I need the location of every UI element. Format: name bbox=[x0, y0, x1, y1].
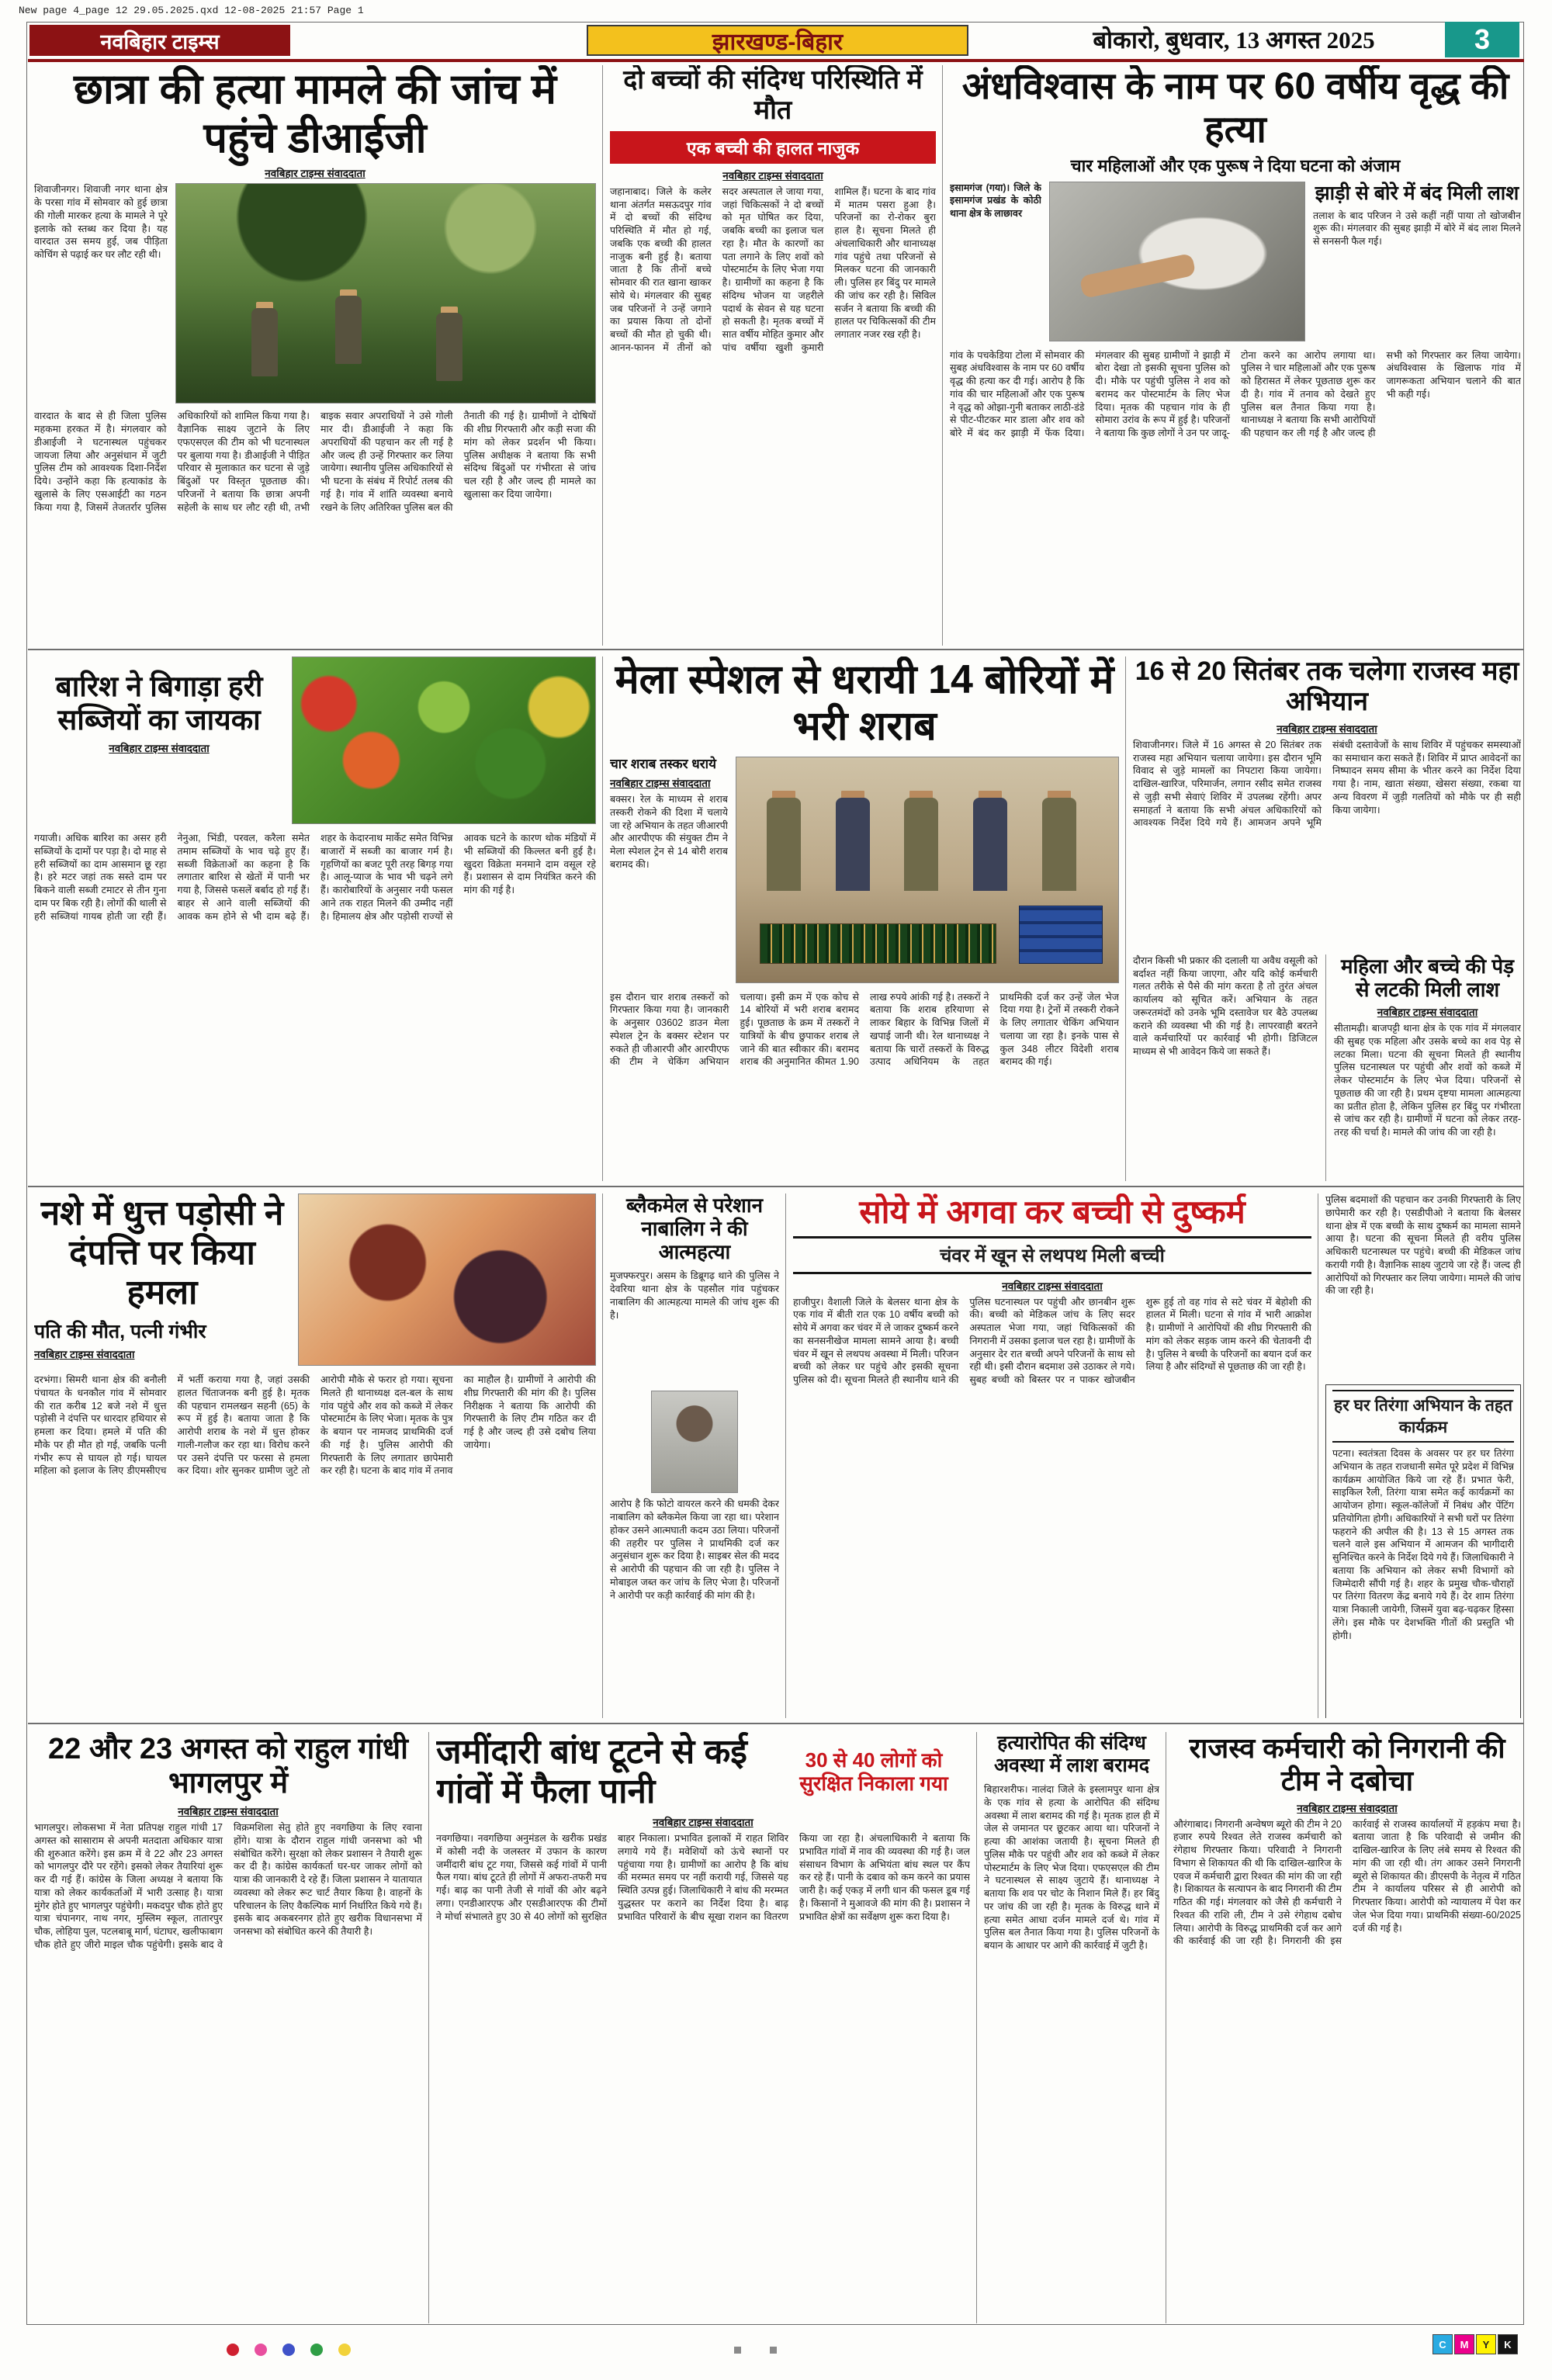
headline: छात्रा की हत्या मामले की जांच में पहुंचे डीआईजी bbox=[73, 66, 557, 161]
article-rajasva-abhiyan bbox=[1133, 656, 1521, 1181]
headline: हर घर तिरंगा अभियान के तहत कार्यक्रम bbox=[1332, 1390, 1514, 1443]
byline: नवबिहार टाइम्स संवाददाता bbox=[1002, 1280, 1103, 1292]
article-body: पटना। स्वतंत्रता दिवस के अवसर पर हर घर तिरंगा अभियान के तहत राजधानी समेत पूरे प्रदेश में विभिन्न कार्यक्रम आयोजित किये जा रहे हैं। प्रभात फेरी, साइकिल रैली, तिरंगा यात्रा समेत कई कार्यक्रमों का आयोजन होगा। स्कूल-कॉलेजों में निबंध और पेंटिंग प्रतियोगिता होगी। अधिकारियों ने सभी घरों पर तिरंगा फहराने की अपील की है। 13 से 15 अगस्त तक चलने वाले इस अभियान में आमजन की भागीदारी सुनिश्चित करने के निर्देश दिये गये हैं। जिलाधिकारी ने बताया कि अभियान को लेकर सभी विभागों को जिम्मेदारी सौंपी गई है। शहर के प्रमुख चौक-चौराहों पर तिरंगा वितरण केंद्र बनाये गये हैं। देर शाम तिरंगा यात्रा निकाली जायेगी, जिसमें युवा बढ़-चढ़कर हिस्सा लेंगे। इस मौके पर देशभक्ति गीतों की प्रस्तुति भी होगी। bbox=[1332, 1448, 1514, 1641]
right-rail-column bbox=[1325, 1193, 1521, 1718]
right-sub-column bbox=[1313, 182, 1521, 341]
divider-vertical bbox=[602, 1193, 603, 1718]
divider-vertical bbox=[942, 65, 943, 646]
headline-block bbox=[34, 656, 284, 824]
article-body: इस दौरान चार शराब तस्करों को गिरफ्तार किया गया है। जानकारी के अनुसार 03602 डाउन मेला स्पेशल ट्रेन के बक्सर स्टेशन पर रुकते ही जीआरपी और आरपीएफ की टीम ने चेकिंग अभियान चलाया। इसी क्रम में एक कोच से 14 बोरियों में भरी शराब बरामद हुई। पूछताछ के क्रम में तस्करों ने यात्रियों के बीच छुपाकर शराब ले जाने की बात स्वीकार की। बरामद शराब की अनुमानित कीमत 1.90 लाख रुपये आंकी गई है। तस्करों ने बताया कि शराब हरियाणा से लाकर बिहार के विभिन्न जिलों में खपाई जानी थी। रेल थानाध्यक्ष ने बताया कि चारों तस्करों के विरुद्ध उत्पाद अधिनियम के तहत प्राथमिकी दर्ज कर उन्हें जेल भेज दिया गया है। ट्रेनों में तस्करी रोकने के लिए लगातार चेकिंग अभियान चलाया जा रहा है। इनके पास से कुल 348 लीटर विदेशी शराब बरामद की गई। bbox=[610, 991, 1119, 1068]
article-hatyaropit bbox=[984, 1732, 1159, 2323]
sub-headline-text: तलाश के बाद परिजन ने उसे कहीं नहीं पाया तो खोजबीन शुरू की। मंगलवार की सुबह झाड़ी में बोरे में बंद लाश मिलने से सनसनी फैल गई। bbox=[1313, 210, 1521, 248]
article-soye-dushkarm bbox=[793, 1193, 1311, 1718]
headline: मेला स्पेशल से धरायी 14 बोरियों में भरी शराब bbox=[615, 657, 1114, 750]
photo-police-seized-liquor bbox=[736, 757, 1119, 983]
byline: नवबिहार टाइम्स संवाददाता bbox=[1297, 1802, 1398, 1814]
article-blackmail bbox=[610, 1193, 779, 1718]
headline: ब्लैकमेल से परेशान नाबालिग ने की आत्महत्या bbox=[625, 1193, 764, 1264]
byline: नवबिहार टाइम्स संवाददाता bbox=[610, 778, 711, 790]
photo-detail bbox=[1079, 253, 1196, 299]
print-info-line: New page 4_page 12 29.05.2025.qxd 12-08-2025 21:57 Page 1 bbox=[19, 5, 364, 16]
photo-figure bbox=[767, 798, 801, 891]
byline: नवबिहार टाइम्स संवाददाता bbox=[653, 1817, 753, 1829]
photo-body-recovered bbox=[1049, 182, 1305, 341]
article-body: बिहारशरीफ। नालंदा जिले के इस्लामपुर थाना क्षेत्र के एक गांव से हत्या के आरोपित की संदिग्ध अवस्था में लाश बरामद की गई है। मृतक हाल ही में जेल से जमानत पर छूटकर आया था। परिजनों ने हत्या की आशंका जतायी है। सूचना मिलते ही पुलिस मौके पर पहुंची और शव को कब्जे में लेकर पोस्टमार्टम के लिए भेज दिया। एफएसएल की टीम ने घटनास्थल से साक्ष्य जुटाये हैं। थानाध्यक्ष ने बताया कि शव पर चोट के निशान मिले हैं। हर बिंदु पर जांच की जा रही है। मृतक के विरुद्ध थाने में हत्या समेत आधा दर्जन मामले दर्ज थे। गांव में पुलिस बल तैनात किया गया है। पुलिस परिजनों के बयान के आधार पर आगे की कार्रवाई में जुटी है। bbox=[984, 1784, 1159, 1951]
registration-dot bbox=[282, 2344, 295, 2356]
header-rule bbox=[28, 59, 1524, 62]
article-body: सीतामढ़ी। बाजपट्टी थाना क्षेत्र के एक गांव में मंगलवार की सुबह एक महिला और उसके बच्चे का शव पेड़ से लटका मिला। घटना की सूचना मिलते ही स्थानीय पुलिस घटनास्थल पर पहुंची और शवों को कब्जे में लेकर पोस्टमार्टम के लिए भेज दिया। परिजनों से पूछताछ की जा रही है। प्रथम दृष्टया मामला आत्महत्या का प्रतीत होता है, लेकिन पुलिस हर बिंदु पर गंभीरता से जांच कर रही है। ग्रामीणों में घटना को लेकर तरह-तरह की चर्चा है। मामले की जांच की जा रही है। bbox=[1334, 1023, 1521, 1138]
article-chhatra-hatya bbox=[34, 65, 596, 646]
sub-headline: चार शराब तस्कर धराये bbox=[610, 756, 716, 771]
cmyk-mark-black: K bbox=[1498, 2334, 1518, 2354]
article-body: दरभंगा। सिमरी थाना क्षेत्र की बनौली पंचायत के धनकौल गांव में सोमवार की रात करीब 12 बजे नशे में धुत्त पड़ोसी ने दंपत्ति पर धारदार हथियार से हमला कर दिया। हमले में पति की मौके पर ही मौत हो गई, जबकि पत्नी गंभीर रूप से घायल हो गई। घायल महिला को इलाज के लिए डीएमसीएच में भर्ती कराया गया है, जहां उसकी हालत चिंताजनक बनी हुई है। मृतक की पहचान रामलखन सहनी (65) के रूप में हुई है। बताया जाता है कि आरोपी शराब के नशे में धुत्त होकर गाली-गलौज कर रहा था। विरोध करने पर उसने दंपत्ति पर फरसा से हमला कर दिया। शोर सुनकर ग्रामीण जुटे तो आरोपी मौके से फरार हो गया। सूचना मिलते ही थानाध्यक्ष दल-बल के साथ गांव पहुंचे और शव को कब्जे में लेकर पोस्टमार्टम के लिए भेजा। मृतक के पुत्र के बयान पर नामजद प्राथमिकी दर्ज की गई है। पुलिस आरोपी की गिरफ्तारी के लिए लगातार छापेमारी कर रही है। घटना के बाद गांव में तनाव का माहौल है। ग्रामीणों ने आरोपी की शीघ्र गिरफ्तारी की मांग की है। पुलिस निरीक्षक ने बताया कि आरोपी की गिरफ्तारी के लिए टीम गठित कर दी गई है और जल्द ही उसे दबोच लिया जायेगा। bbox=[34, 1374, 596, 1477]
headline: अंधविश्वास के नाम पर 60 वर्षीय वृद्ध की हत्या bbox=[961, 66, 1509, 151]
divider-horizontal bbox=[28, 1186, 1524, 1187]
article-mela-special bbox=[610, 656, 1119, 1181]
article-nashe-hamla bbox=[34, 1193, 596, 1718]
sub-headline: चार महिलाओं और एक पुरूष ने दिया घटना को अंजाम bbox=[1070, 156, 1401, 176]
headline: बारिश ने बिगाड़ा हरी सब्जियों का जायका bbox=[55, 670, 263, 736]
divider-vertical bbox=[785, 1193, 786, 1718]
headline: राजस्व कर्मचारी को निगरानी की टीम ने दबोचा bbox=[1189, 1732, 1505, 1796]
headline: 22 और 23 अगस्त को राहुल गांधी भागलपुर में bbox=[48, 1733, 408, 1800]
sub-article-mahila-lash bbox=[1325, 954, 1521, 1181]
divider-vertical bbox=[1125, 656, 1126, 1181]
sub-headline: पति की मौत, पत्नी गंभीर bbox=[34, 1321, 206, 1343]
article-body: मुजफ्फरपुर। असम के डिब्रूगढ़ थाने की पुलिस ने देवरिया थाना क्षेत्र के पहसौल गांव पहुंचकर नाबालिग की आत्महत्या मामले की जांच शुरू की है। bbox=[610, 1270, 779, 1321]
divider-horizontal bbox=[28, 649, 1524, 650]
photo-figure bbox=[973, 798, 1007, 891]
headline: महिला और बच्चे की पेड़ से लटकी मिली लाश bbox=[1340, 954, 1515, 1002]
article-body: भागलपुर। लोकसभा में नेता प्रतिपक्ष राहुल गांधी 17 अगस्त को सासाराम से अपनी मतदाता अधिकार यात्रा की शुरुआत करेंगे। इस क्रम में वे 22 और 23 अगस्त को भागलपुर दौरे पर रहेंगे। इसको लेकर तैयारियां शुरू कर दी गई हैं। कांग्रेस के जिला अध्यक्ष ने बताया कि यात्रा को लेकर कार्यकर्ताओं में भारी उत्साह है। यात्रा मुंगेर होते हुए भागलपुर पहुंचेगी। मकदपुर चौक होते हुए यात्रा चंपानगर, नाथ नगर, मुस्लिम स्कूल, तातारपुर चौक, लोहिया पुल, पटलबाबू मार्ग, घंटाघर, खलीफाबाग चौक होते हुए जीरो माइल चौक पहुंचेगी। इसके बाद वे विक्रमशिला सेतु होते हुए नवगछिया के लिए रवाना होंगे। यात्रा के दौरान राहुल गांधी जनसभा को भी संबोधित करेंगे। सुरक्षा को लेकर प्रशासन ने तैयारी शुरू कर दी है। कांग्रेस कार्यकर्ता घर-घर जाकर लोगों को यात्रा की जानकारी दे रहे हैं। जिला प्रशासन ने यातायात व्यवस्था को लेकर रूट चार्ट तैयार किया है। वाहनों के परिचालन के लिए वैकल्पिक मार्ग निर्धारित किये गये हैं। इसके बाद अकबरनगर होते हुए खरीक विधानसभा में जनसभा को संबोधित करने की तैयारी है। bbox=[34, 1822, 422, 1950]
photo-portrait bbox=[651, 1391, 738, 1493]
byline: नवबिहार टाइम्स संवाददाता bbox=[34, 1349, 135, 1361]
byline: नवबिहार टाइम्स संवाददाता bbox=[178, 1806, 279, 1818]
photo-vegetables bbox=[292, 656, 596, 824]
divider-vertical bbox=[602, 656, 603, 1181]
masthead: नवबिहार टाइम्स bbox=[29, 25, 290, 56]
registration-mark bbox=[734, 2347, 741, 2354]
article-body-continuation: पुलिस बदमाशों की पहचान कर उनकी गिरफ्तारी के लिए छापेमारी कर रही है। एसडीपीओ ने बताया कि बेलसर थाना क्षेत्र में एक बच्ची के साथ दुष्कर्म का मामला सामने आया है। घटना की सूचना मिलते ही वरीय पुलिस अधिकारी घटनास्थल पर पहुंचे। बच्ची की मेडिकल जांच करायी गयी है। वैज्ञानिक साक्ष्य जुटाये जा रहे हैं। जल्द ही आरोपियों को गिरफ्तार कर लिया जायेगा। मामले की जांच की जा रही है। bbox=[1325, 1194, 1521, 1297]
headline: हत्यारोपित की संदिग्ध अवस्था में लाश बरामद bbox=[993, 1732, 1150, 1776]
cmyk-mark-magenta: M bbox=[1454, 2334, 1474, 2354]
article-body: औरंगाबाद। निगरानी अन्वेषण ब्यूरो की टीम ने 20 हजार रुपये रिश्वत लेते राजस्व कर्मचारी को रंगेहाथ गिरफ्तार किया। परिवादी ने निगरानी विभाग से शिकायत की थी कि दाखिल-खारिज के एवज में कर्मचारी द्वारा रिश्वत की मांग की जा रही है। शिकायत के सत्यापन के बाद निगरानी की टीम गठित की गई। मंगलवार को जैसे ही कर्मचारी ने रिश्वत की राशि ली, टीम ने उसे रंगेहाथ दबोच लिया। आरोपी के विरुद्ध प्राथमिकी दर्ज कर आगे की कार्रवाई की जा रही है। निगरानी की इस कार्रवाई से राजस्व कार्यालयों में हड़कंप मचा है। बताया जाता है कि परिवादी से जमीन की दाखिल-खारिज के लिए लंबे समय से रिश्वत की मांग की जा रही थी। तंग आकर उसने निगरानी ब्यूरो से शिकायत की। डीएसपी के नेतृत्व में गठित टीम ने कार्यालय परिसर से ही आरोपी को गिरफ्तार किया। आरोपी को न्यायालय में पेश कर जेल भेज दिया गया। प्राथमिकी संख्या-60/2025 दर्ज की गई है। bbox=[1173, 1818, 1521, 1947]
article-do-bachche bbox=[610, 65, 936, 646]
photo-attack-illustration bbox=[298, 1193, 596, 1366]
side-intro-column: इसामगंज (गया)। जिले के इसामगंज प्रखंड के कोठी थाना क्षेत्र के लाछावर bbox=[950, 182, 1041, 220]
article-body: शिवाजीनगर। जिले में 16 अगस्त से 20 सितंबर तक राजस्व महा अभियान चलाया जायेगा। इस दौरान भूमि विवाद से जुड़े मामलों का निपटारा किया जायेगा। दाखिल-खारिज, परिमार्जन, लगान रसीद समेत राजस्व से जुड़ी सभी सेवाएं शिविर में उपलब्ध रहेंगी। अपर समाहर्ता ने बताया कि सभी अंचल अधिकारियों को आवश्यक निर्देश दिये गये हैं। आमजन अपने भूमि संबंधी दस्तावेजों के साथ शिविर में पहुंचकर समस्याओं का समाधान करा सकते हैं। शिविर में प्राप्त आवेदनों का निष्पादन समय सीमा के भीतर करने का निर्देश दिया गया है। नाम, खाता संख्या, खेसरा संख्या, रकबा या अन्य विवरण में जुड़ी गलतियों को मौके पर ही सही किया जायेगा। bbox=[1133, 739, 1521, 829]
article-body-col: दौरान किसी भी प्रकार की दलाली या अवैध वसूली को बर्दाश्त नहीं किया जाएगा, और यदि कोई कर्मचारी गलत तरीके से पैसे की मांग करता है तो तुरंत अंचल कार्यालय को सूचित करें। अभियान के तहत जरूरतमंदों को उनके भूमि दस्तावेज घर बैठे उपलब्ध कराने की व्यवस्था भी की गई है। लापरवाही बरतने वाले कर्मचारियों पर कार्रवाई भी होगी। डिजिटल माध्यम से भी आवेदन किये जा सकते हैं। bbox=[1133, 954, 1318, 1058]
divider-horizontal bbox=[28, 1723, 1524, 1724]
article-body: हाजीपुर। वैशाली जिले के बेलसर थाना क्षेत्र के एक गांव में बीती रात एक 10 वर्षीय बच्ची को सोये में अगवा कर चंवर में ले जाकर दुष्कर्म करने का सनसनीखेज मामला सामने आया है। बच्ची चंवर में खून से लथपथ अवस्था में मिली। परिजन बच्ची को लेकर घर पहुंचे और इसकी सूचना पुलिस को दी। सूचना मिलते ही स्थानीय थाने की पुलिस घटनास्थल पर पहुंची और छानबीन शुरू की। बच्ची को मेडिकल जांच के लिए सदर अस्पताल भेजा गया, जहां चिकित्सकों की निगरानी में उसका इलाज चल रहा है। ग्रामीणों के अनुसार देर रात बच्ची अपने परिजनों के साथ सो रही थी। इसी दौरान बदमाश उसे उठाकर ले गये। सुबह बच्ची को बिस्तर पर न पाकर खोजबीन शुरू हुई तो वह गांव से सटे चंवर में बेहोशी की हालत में मिली। घटना से गांव में भारी आक्रोश है। ग्रामीणों ने आरोपियों की शीघ्र गिरफ्तारी की मांग को लेकर सड़क जाम करने की चेतावनी दी है। पुलिस ने बच्ची के परिजनों का बयान दर्ज कर लिया है और संदिग्धों से पूछताछ की जा रही है। bbox=[793, 1296, 1311, 1386]
headline: जमींदारी बांध टूटने से कई गांवों में फैला पानी bbox=[436, 1733, 747, 1811]
registration-dot bbox=[338, 2344, 351, 2356]
article-body-col: बक्सर। रेल के माध्यम से शराब तस्करी रोकने की दिशा में चलाये जा रहे अभियान के तहत जीआरपी और आरपीएफ की संयुक्त टीम ने मेला स्पेशल ट्रेन से 14 बोरी शराब बरामद की। bbox=[610, 794, 728, 870]
article-bandh-pani bbox=[436, 1732, 970, 2323]
headline: दो बच्चों की संदिग्ध परिस्थिति में मौत bbox=[623, 65, 923, 126]
article-body: वारदात के बाद से ही जिला पुलिस महकमा हरकत में है। मंगलवार को डीआईजी ने घटनास्थल पहुंचकर जायजा लिया और अनुसंधान में जुटी पुलिस टीम को आवश्यक दिशा-निर्देश दिये। उन्होंने कहा कि हत्याकांड के खुलासे के लिए एसआईटी का गठन किया गया है, जिसमें तेजतर्रार पुलिस अधिकारियों को शामिल किया गया है। वैज्ञानिक साक्ष्य जुटाने के लिए एफएसएल की टीम को भी घटनास्थल पर बुलाया गया है। डीआईजी ने पीड़ित परिवार से मुलाकात कर घटना से जुड़े बिंदुओं पर विस्तृत पूछताछ की। परिजनों ने बताया कि छात्रा अपनी सहेली के साथ घर लौट रही थी, तभी बाइक सवार अपराधियों ने उसे गोली मार दी। डीआईजी ने कहा कि अपराधियों की पहचान कर ली गई है और जल्द ही उन्हें गिरफ्तार कर लिया जायेगा। स्थानीय पुलिस अधिकारियों से भी घटना के संबंध में रिपोर्ट तलब की गई है। गांव में शांति व्यवस्था बनाये रखने के लिए अतिरिक्त पुलिस बल की तैनाती की गई है। ग्रामीणों ने दोषियों की शीघ्र गिरफ्तारी और कड़ी सजा की मांग को लेकर प्रदर्शन भी किया। पुलिस अधीक्षक ने बताया कि सभी संदिग्ध बिंदुओं पर गंभीरता से जांच चल रही है और जल्द ही मामले का खुलासा कर दिया जायेगा। bbox=[34, 411, 596, 513]
edition-banner: झारखण्ड-बिहार bbox=[587, 25, 968, 56]
byline: नवबिहार टाइम्स संवाददाता bbox=[109, 742, 210, 754]
headline-block bbox=[34, 1193, 290, 1366]
headline: नशे में धुत्त पड़ोसी ने दंपत्ति पर किया हमला bbox=[40, 1194, 284, 1312]
cmyk-mark-cyan: C bbox=[1432, 2334, 1453, 2354]
article-rahul-gandhi bbox=[34, 1732, 422, 2323]
sub-headline-2: झाड़ी से बोरे में बंद मिली लाश bbox=[1315, 182, 1519, 204]
photo-figure bbox=[335, 296, 362, 364]
registration-mark bbox=[770, 2347, 777, 2354]
divider-vertical bbox=[602, 65, 603, 646]
article-barish-sabji bbox=[34, 656, 596, 1181]
photo-figure bbox=[904, 798, 938, 891]
byline: नवबिहार टाइम्स संवाददाता bbox=[1377, 1006, 1478, 1019]
article-body-col: शिवाजीनगर। शिवाजी नगर थाना क्षेत्र के परसा गांव में सोमवार को हुई छात्रा की गोली मारकर हत्या के मामले ने पूरे इलाके को स्तब्ध कर दिया है। यह वारदात उस समय हुई, जब पीड़िता कोचिंग से पढ़ाई कर घर लौट रही थी। bbox=[34, 184, 168, 260]
sub-headline-banner: चंवर में खून से लथपथ मिली बच्ची bbox=[793, 1236, 1311, 1274]
article-andhvishwas bbox=[950, 65, 1521, 646]
headline: 16 से 20 सितंबर तक चलेगा राजस्व महा अभियान bbox=[1135, 656, 1519, 717]
photo-figure bbox=[436, 313, 462, 381]
photo-figure bbox=[1042, 798, 1076, 891]
article-nigrani bbox=[1173, 1732, 1521, 2323]
article-body: गांव के पचकेडिया टोला में सोमवार की सुबह अंधविश्वास के नाम पर 60 वर्षीय वृद्ध की हत्या कर दी गई। आरोप है कि गांव की चार महिलाओं और एक पुरूष ने वृद्ध को ओझा-गुनी बताकर लाठी-डंडे से पीट-पीटकर मार डाला और शव को बोरे में बंद कर झाड़ी में फेंक दिया। मंगलवार की सुबह ग्रामीणों ने झाड़ी में बोरा देखा तो इसकी सूचना पुलिस को दी। मौके पर पहुंची पुलिस ने शव को बरामद कर पोस्टमार्टम के लिए भेज दिया। मृतक की पहचान गांव के ही सोमारा उरांव के रूप में हुई है। परिजनों ने बताया कि कुछ लोगों ने उन पर जादू-टोना करने का आरोप लगाया था। पुलिस ने चार महिलाओं और एक पुरूष को हिरासत में लेकर पूछताछ शुरू कर दी है। गांव में तनाव को देखते हुए पुलिस बल तैनात किया गया है। थानाध्यक्ष ने बताया कि सभी आरोपियों की पहचान कर ली गई है और जल्द ही सभी को गिरफ्तार कर लिया जायेगा। अंधविश्वास के खिलाफ गांव में जागरूकता अभियान चलाने की बात भी कही गई। bbox=[950, 349, 1521, 439]
red-sub-headline: 30 से 40 लोगों को सुरक्षित निकाला गया bbox=[799, 1748, 948, 1796]
registration-dot bbox=[227, 2344, 239, 2356]
photo-figure bbox=[836, 798, 870, 891]
cmyk-mark-yellow: Y bbox=[1476, 2334, 1496, 2354]
article-body: नवगछिया। नवगछिया अनुमंडल के खरीक प्रखंड में कोसी नदी के जलस्तर में उफान के कारण जमींदारी बांध टूट गया, जिससे कई गांवों में पानी फैल गया। बांध टूटते ही लोगों में अफरा-तफरी मच गई। बाढ़ का पानी तेजी से गांवों की ओर बढ़ने लगा। एनडीआरएफ और एसडीआरएफ की टीमों ने मोर्चा संभालते हुए 30 से 40 लोगों को सुरक्षित बाहर निकाला। प्रभावित इलाकों में राहत शिविर लगाये गये हैं। मवेशियों को ऊंचे स्थानों पर पहुंचाया गया है। ग्रामीणों का आरोप है कि बांध की मरम्मत समय पर नहीं करायी गई, जिससे यह स्थिति उत्पन्न हुई। जिलाधिकारी ने बांध की मरम्मत युद्धस्तर पर कराने का निर्देश दिया है। बाढ़ प्रभावित परिवारों के बीच सूखा राशन का वितरण किया जा रहा है। अंचलाधिकारी ने बताया कि प्रभावित गांवों में नाव की व्यवस्था की गई है। जल संसाधन विभाग के अभियंता बांध स्थल पर कैंप कर रहे हैं। पानी के दबाव को कम करने का प्रयास जारी है। कई एकड़ में लगी धान की फसल डूब गई है। किसानों ने मुआवजे की मांग की है। प्रशासन ने प्रभावित क्षेत्रों का सर्वेक्षण शुरू करा दिया है। bbox=[436, 1833, 970, 1922]
page-number: 3 bbox=[1445, 22, 1519, 57]
sub-headline-banner: एक बच्ची की हालत नाजुक bbox=[610, 131, 936, 164]
registration-dot bbox=[310, 2344, 323, 2356]
photo-figure bbox=[251, 308, 278, 376]
photo-crate bbox=[1019, 906, 1103, 964]
article-body: गयाजी। अधिक बारिश का असर हरी सब्जियों के दामों पर पड़ा है। दो माह से हरी सब्जियों का दाम आसमान छू रहा है। हरे मटर जहां तक सस्ते दाम पर बिकने वाली सब्जी टमाटर से तीन गुना दाम पर बिक रही है। लोगों की थाली से हरी सब्जियां गायब होती जा रही हैं। नेनुआ, भिंडी, परवल, करैला समेत तमाम सब्जियों के भाव चढ़े हुए हैं। सब्जी विक्रेताओं का कहना है कि लगातार बारिश से खेतों में पानी भर गया है, जिससे फसलें बर्बाद हो गई हैं। बाहर से आने वाली सब्जियों की आवक कम होने से भी दाम बढ़े हैं। शहर के केदारनाथ मार्केट समेत विभिन्न बाजारों में सब्जी का बाजार गर्म है। गृहणियों का बजट पूरी तरह बिगड़ गया है। आलू-प्याज के भाव भी चढ़ने लगे हैं। कारोबारियों के अनुसार नयी फसल आने तक राहत मिलने की उम्मीद नहीं है। हिमालय क्षेत्र और पड़ोसी राज्यों से आवक घटने के कारण थोक मंडियों में भी सब्जियों की किल्लत बनी हुई है। खुदरा विक्रेता मनमाने दाम वसूल रहे हैं। प्रशासन से दाम नियंत्रित करने की मांग की गई है। bbox=[34, 833, 596, 922]
byline: नवबिहार टाइम्स संवाददाता bbox=[265, 168, 365, 180]
article-tiranga bbox=[1325, 1384, 1521, 1718]
left-column bbox=[610, 757, 728, 983]
byline: नवबिहार टाइम्स संवाददाता bbox=[722, 169, 823, 182]
photo-bottle-rows bbox=[760, 923, 996, 964]
headline: सोये में अगवा कर बच्ची से दुष्कर्म bbox=[859, 1193, 1245, 1230]
photo-crime-scene-police bbox=[175, 183, 596, 404]
header-dateline: बोकारो, बुधवार, 13 अगस्त 2025 bbox=[1093, 26, 1375, 54]
byline: नवबिहार टाइम्स संवाददाता bbox=[1277, 722, 1377, 735]
registration-dot bbox=[255, 2344, 267, 2356]
divider-vertical bbox=[976, 1732, 977, 2323]
divider-vertical bbox=[428, 1732, 429, 2323]
article-body: आरोप है कि फोटो वायरल करने की धमकी देकर नाबालिग को ब्लैकमेल किया जा रहा था। परेशान होकर उसने आत्मघाती कदम उठा लिया। परिजनों की तहरीर पर पुलिस ने प्राथमिकी दर्ज कर अनुसंधान शुरू कर दिया है। साइबर सेल की मदद से आरोपी की पहचान की जा रही है। पुलिस ने मोबाइल जब्त कर जांच के लिए भेजा है। परिजनों ने आरोपी पर कड़ी कार्रवाई की मांग की है। bbox=[610, 1498, 779, 1601]
article-body: जहानाबाद। जिले के कलेर थाना अंतर्गत मसऊदपुर गांव में दो बच्चों की संदिग्ध परिस्थिति में मौत हो गई, जबकि एक बच्ची की हालत नाजुक बनी हुई है। बताया जाता है कि तीनों बच्चे सोमवार की रात खाना खाकर सोये थे। मंगलवार की सुबह जब परिजनों ने उन्हें जगाने का प्रयास किया तो दोनों बच्चों की मौत हो चुकी थी। आनन-फानन में तीनों को सदर अस्पताल ले जाया गया, जहां चिकित्सकों ने दो बच्चों को मृत घोषित कर दिया, जबकि बच्ची का इलाज चल रहा है। मौत के कारणों का पता लगाने के लिए शवों को पोस्टमार्टम के लिए भेजा गया है। ग्रामीणों का कहना है कि संदिग्ध भोजन या जहरीले पदार्थ के सेवन से यह घटना हो सकती है। मृतक बच्चों में सात वर्षीय मोहित कुमार और पांच वर्षीया खुशी कुमारी शामिल हैं। घटना के बाद गांव में मातम पसरा हुआ है। परिजनों का रो-रोकर बुरा हाल है। सूचना मिलते ही अंचलाधिकारी और थानाध्यक्ष गांव पहुंचे तथा परिजनों से मिलकर घटना की जानकारी ली। पुलिस हर बिंदु पर मामले की जांच कर रही है। सिविल सर्जन ने बताया कि बच्ची की हालत पर चिकित्सकों की टीम लगातार नजर रख रही है। bbox=[610, 185, 936, 353]
